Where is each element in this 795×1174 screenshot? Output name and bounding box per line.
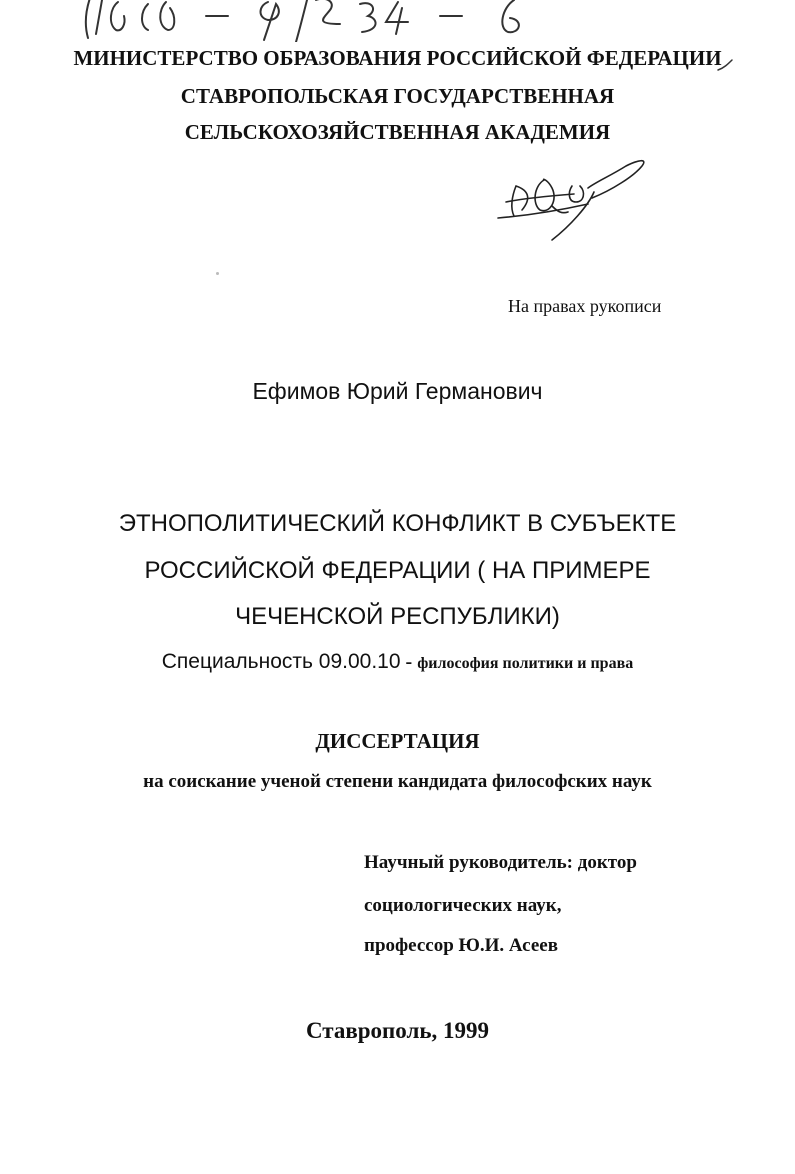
supervisor-line-2: социологических наук, [364,895,562,916]
author-name: Ефимов Юрий Германович [252,378,543,404]
specialty-line [0,650,795,674]
manuscript-rights-note: На правах рукописи [508,296,662,316]
thesis-title-line-2: РОССИЙСКОЙ ФЕДЕРАЦИИ ( НА ПРИМЕРЕ [144,557,651,584]
header-academy: СЕЛЬСКОХОЗЯЙСТВЕННАЯ АКАДЕМИЯ [184,120,611,144]
handwritten-archive-number [78,0,568,42]
specialty-name: философия политики и права [417,655,634,672]
specialty-dash: - [400,651,418,673]
header-university: СТАВРОПОЛЬСКАЯ ГОСУДАРСТВЕННАЯ [180,84,615,108]
supervisor-line-1: Научный руководитель: доктор [364,852,637,873]
supervisor-line-3: профессор Ю.И. Асеев [364,935,558,956]
scan-speck [216,272,219,275]
degree-statement: на соискание ученой степени кандидата философских наук [143,771,652,792]
header-ministry: МИНИСТЕРСТВО ОБРАЗОВАНИЯ РОССИЙСКОЙ ФЕДЕРАЦИИ [73,46,722,70]
specialty-code: Специальность 09.00.10 [161,650,401,673]
city-year: Ставрополь, 1999 [305,1018,490,1043]
work-type-heading: ДИССЕРТАЦИЯ [315,729,480,753]
signature-icon [492,156,652,246]
thesis-title-line-1: ЭТНОПОЛИТИЧЕСКИЙ КОНФЛИКТ В СУБЪЕКТЕ [118,510,677,537]
thesis-title-line-3: ЧЕЧЕНСКОЙ РЕСПУБЛИКИ) [235,603,560,630]
